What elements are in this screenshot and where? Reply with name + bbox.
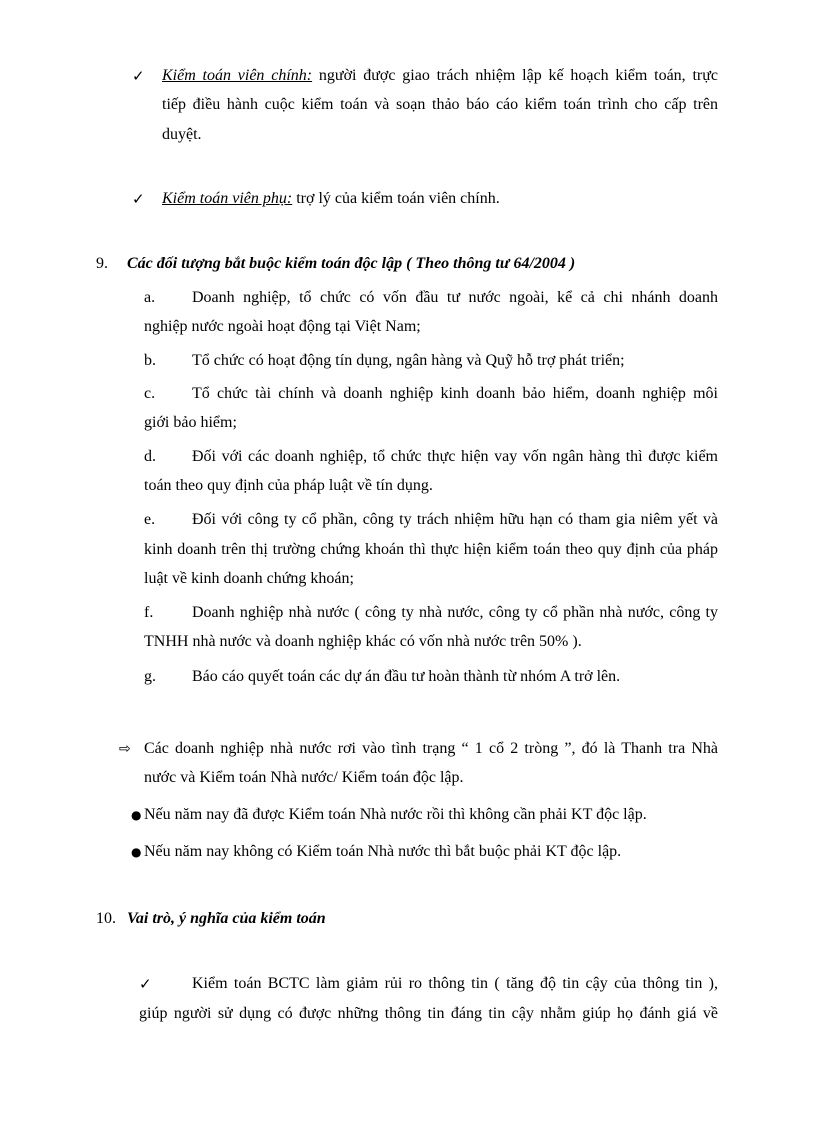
chief-auditor-line3: duyệt. <box>162 126 202 143</box>
item-f-line2: TNHH nhà nước và doanh nghiệp khác có vốn nhà nước trên 50% ). <box>144 633 582 650</box>
assistant-auditor-term: Kiểm toán viên phụ: <box>162 190 293 207</box>
item-b-line1: Tổ chức có hoạt động tín dụng, ngân hàng và Quỹ hỗ trợ phát triển; <box>192 352 625 369</box>
item-d-letter: d. <box>144 448 156 465</box>
chief-auditor-line1 <box>162 66 718 86</box>
item-f-line1: Doanh nghiệp nhà nước ( công ty nhà nước, công ty cổ phần nhà nước, công ty <box>192 604 718 621</box>
checkmark-icon: ✓ <box>139 975 152 993</box>
item-e-letter: e. <box>144 511 156 528</box>
item-g-line1: Báo cáo quyết toán các dự án đầu tư hoàn thành từ nhóm A trở lên. <box>192 668 621 685</box>
bullet-line-1: Nếu năm nay đã được Kiểm toán Nhà nước rồi thì không cần phải KT độc lập. <box>144 806 647 823</box>
assistant-auditor-line <box>162 189 500 209</box>
checkmark-icon: ✓ <box>132 67 145 85</box>
bullet-dot-icon: ● <box>131 845 142 859</box>
section-10-title: Vai trò, ý nghĩa của kiểm toán <box>127 910 326 927</box>
assistant-auditor-text: trợ lý của kiểm toán viên chính. <box>292 190 500 207</box>
item-a-line1: Doanh nghiệp, tổ chức có vốn đầu tư nước ngoài, kể cả chi nhánh doanh <box>192 289 718 306</box>
item-c-line2: giới bảo hiểm; <box>144 414 237 431</box>
item-f-letter: f. <box>144 604 154 621</box>
item-g-letter: g. <box>144 668 156 685</box>
item-a-letter: a. <box>144 289 156 306</box>
item-e-line3: luật về kinh doanh chứng khoán; <box>144 570 354 587</box>
item-e-line2: kinh doanh trên thị trường chứng khoán thì thực hiện kiểm toán theo quy định của pháp <box>144 541 718 558</box>
section-10-line1: Kiểm toán BCTC làm giảm rủi ro thông tin ( tăng độ tin cậy của thông tin ), <box>192 975 718 992</box>
section-9-title: Các đối tượng bắt buộc kiểm toán độc lập ( Theo thông tư 64/2004 ) <box>127 255 576 272</box>
section-10-line2: giúp người sử dụng có được những thông tin đáng tin cậy nhằm giúp họ đánh giá về <box>139 1005 718 1022</box>
chief-auditor-term: Kiểm toán viên chính: <box>162 67 313 84</box>
checkmark-icon: ✓ <box>132 190 145 208</box>
item-c-line1: Tổ chức tài chính và doanh nghiệp kinh doanh bảo hiểm, doanh nghiệp môi <box>192 385 718 402</box>
right-arrow-icon: ⇨ <box>119 741 131 757</box>
item-b-letter: b. <box>144 352 156 369</box>
chief-auditor-line2: tiếp điều hành cuộc kiểm toán và soạn thảo báo cáo kiểm toán trình cho cấp trên <box>162 96 718 113</box>
item-d-line1: Đối với các doanh nghiệp, tổ chức thực hiện vay vốn ngân hàng thì được kiểm <box>192 448 718 465</box>
section-10-number: 10. <box>96 910 116 927</box>
section-9-heading <box>96 254 575 274</box>
bullet-dot-icon: ● <box>131 808 142 822</box>
item-e-line1: Đối với công ty cổ phần, công ty trách nhiệm hữu hạn có tham gia niêm yết và <box>192 511 718 528</box>
note-line2: nước và Kiểm toán Nhà nước/ Kiểm toán độc lập. <box>144 769 464 786</box>
note-line1: Các doanh nghiệp nhà nước rơi vào tình trạng “ 1 cổ 2 tròng ”, đó là Thanh tra Nhà <box>144 740 718 757</box>
chief-auditor-text1: người được giao trách nhiệm lập kế hoạch kiểm toán, trực <box>312 67 719 84</box>
section-9-number: 9. <box>96 255 108 272</box>
section-10-heading <box>96 909 326 929</box>
item-d-line2: toán theo quy định của pháp luật về tín dụng. <box>144 477 433 494</box>
item-c-letter: c. <box>144 385 156 402</box>
item-a-line2: nghiệp nước ngoài hoạt động tại Việt Nam; <box>144 318 421 335</box>
bullet-line-2: Nếu năm nay không có Kiểm toán Nhà nước thì bắt buộc phải KT độc lập. <box>144 843 622 860</box>
